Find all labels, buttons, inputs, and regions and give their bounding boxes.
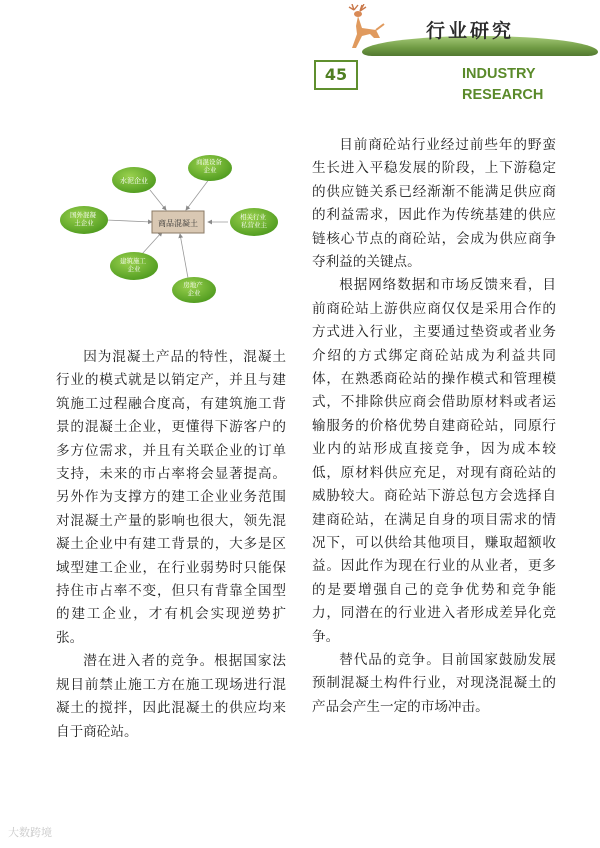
left-column	[56, 346, 286, 744]
supply-relationship-diagram	[58, 150, 292, 310]
diagram-node-label: 商混设备	[195, 158, 222, 166]
deer-icon	[340, 4, 388, 58]
diagram-node-foreign	[60, 206, 108, 234]
diagram-center-node	[152, 211, 204, 233]
svg-text:房地产 企业: 房地产 企业	[183, 281, 203, 297]
english-heading-line1: INDUSTRY	[462, 66, 536, 82]
paragraph: 目前商砼站行业经过前些年的野蛮生长进入平稳发展的阶段，上下游稳定的供应链关系已经渐渐不能满足供应商的利益需求，因此作为传统基建的供应链核心节点的商砼站，会成为供应商争夺利益的关键点。	[312, 137, 556, 271]
diagram-node-construction	[110, 252, 158, 280]
watermark: 大数跨境	[8, 826, 52, 839]
diagram-node-private-owners	[230, 208, 278, 236]
diagram-node-equipment	[188, 155, 232, 181]
paragraph: 潜在进入者的竞争。根据国家法规目前禁止施工方在施工现场进行混凝土的搅拌，因此混凝土的供应均来自于商砼站。	[56, 653, 286, 740]
page-number: 45	[314, 60, 358, 90]
diagram-node-cement	[112, 167, 156, 193]
diagram-center-label: 商品混凝土	[158, 219, 198, 228]
diagram-node-label: 水泥企业	[120, 177, 148, 185]
svg-text:商混设备 企业: 商混设备 企业	[195, 158, 222, 174]
english-heading-line2: RESEARCH	[462, 87, 544, 103]
section-title: 行业研究	[426, 20, 515, 42]
svg-text:建筑施工 企业: 建筑施工 企业	[119, 257, 146, 273]
svg-text:相关行业 私营业主: 相关行业 私营业主	[239, 213, 267, 229]
paragraph: 根据网络数据和市场反馈来看，目前商砼站上游供应商仅仅是采用合作的方式进入行业，主要通过垫资或者业务介绍的方式绑定商砼站成为利益共同体，在熟悉商砼站的操作模式和管理模式，不排除供应商会借助原材料或者运输服务的价格优势自建商砼站，同原行业内的站形成直接竞争，因为成本较低，原材料供应充足，对现有商砼站的威胁较大。商砼站下游总包方会选择自建商砼站，在满足自身的项目需求的情况下，可以供给其他项目，赚取超额收益。因此作为现在行业的从业者，更多的是要增强自己的竞争优势和竞争能力，同潜在的行业进入者形成差异化竞争。	[312, 277, 556, 645]
english-heading	[462, 64, 543, 106]
paragraph: 替代品的竞争。目前国家鼓励发展预制混凝土构件行业，对现浇混凝土的产品会产生一定的市场冲击。	[312, 651, 556, 715]
diagram-node-real-estate	[172, 277, 216, 303]
right-column	[312, 134, 556, 719]
svg-text:国外混凝 土企业: 国外混凝 土企业	[69, 211, 96, 227]
paragraph: 因为混凝土产品的特性，混凝土行业的模式就是以销定产，并且与建筑施工过程融合度高，有建筑施工背景的混凝土企业，更懂得下游客户的多方位需求，并且有关联企业的订单支持，未来的市占率将会显著提高。另外作为支撑方的建工企业业务范围对混凝土产量的影响也很大，领先混凝土企业中有建工背景的，大多是区域型建工企业，在行业弱势时只能保持住市占率不变，但只有背靠全国型的建工企业，才有机会实现逆势扩张。	[56, 349, 286, 646]
